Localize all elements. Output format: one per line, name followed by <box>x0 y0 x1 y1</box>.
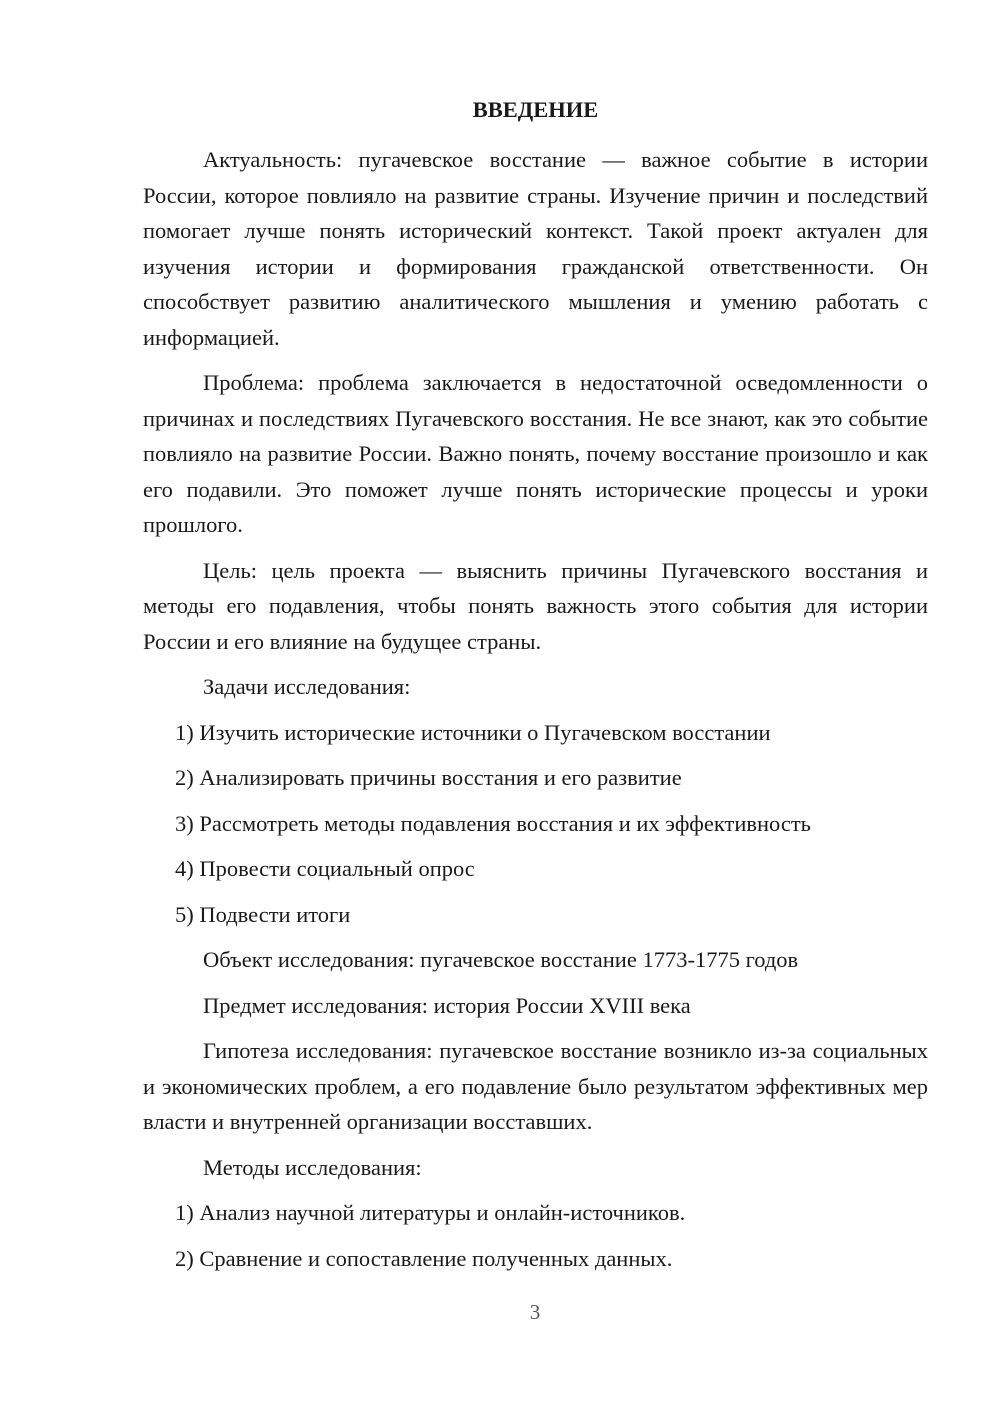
research-subject: Предмет исследования: история России XVIII века <box>203 992 691 1018</box>
tasks-heading: Задачи исследования: <box>203 674 411 699</box>
method-item: 1) Анализ научной литературы и онлайн-источников. <box>175 1200 686 1225</box>
task-item: 3) Рассмотреть методы подавления восстания и их эффективность <box>175 810 811 836</box>
page-number: 3 <box>529 1300 541 1324</box>
task-item: 4) Провести социальный опрос <box>175 856 475 881</box>
section-title: ВВЕДЕНИЕ <box>472 97 599 122</box>
relevance-paragraph: Актуальность: пугачевское восстание — важное событие в истории России, которое повлияло на развитие страны. Изучение причин и последствий помогает лучше понять исторический контекст. Такой проект актуален для изучения истории и формирования гражданской ответственности. Он способствует развитию аналитического мышления и умению работать с информацией. <box>143 147 928 350</box>
hypothesis-paragraph: Гипотеза исследования: пугачевское восстание возникло из-за социальных и экономических проблем, а его подавление было результатом эффективных мер власти и внутренней организации восставших. <box>143 1038 928 1134</box>
task-item: 5) Подвести итоги <box>175 901 351 927</box>
document-page <box>143 92 928 1286</box>
research-object: Объект исследования: пугачевское восстание 1773-1775 годов <box>203 947 799 972</box>
method-item: 2) Сравнение и сопоставление полученных данных. <box>175 1245 673 1271</box>
task-item: 1) Изучить исторические источники о Пугачевском восстании <box>175 719 771 745</box>
goal-paragraph: Цель: цель проекта — выяснить причины Пугачевского восстания и методы его подавления, чтобы понять важность этого события для истории России и его влияние на будущее страны. <box>143 557 928 654</box>
problem-paragraph: Проблема: проблема заключается в недостаточной осведомленности о причинах и последствиях Пугачевского восстания. Не все знают, как это событие повлияло на развитие России. Важно понять, почему восстание произошло и как его подавили. Это поможет лучше понять исторические процессы и уроки прошлого. <box>143 370 928 537</box>
methods-heading: Методы исследования: <box>203 1154 422 1180</box>
task-item: 2) Анализировать причины восстания и его развитие <box>175 765 682 790</box>
